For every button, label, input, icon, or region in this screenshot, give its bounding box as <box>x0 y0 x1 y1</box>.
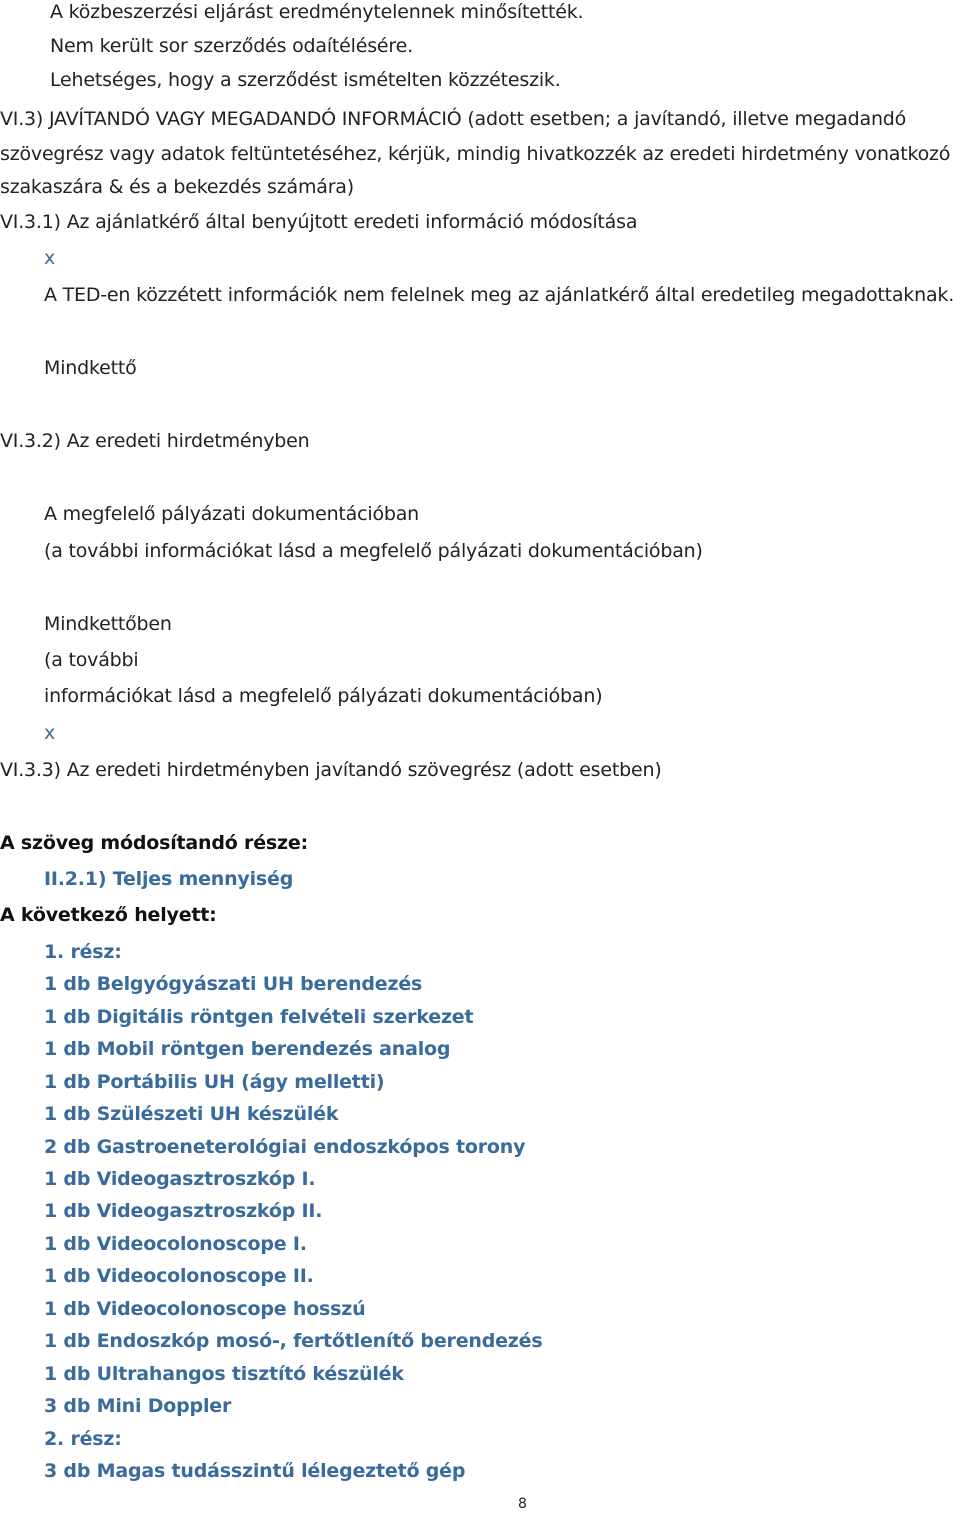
list-item: 2. rész: <box>44 1428 122 1450</box>
list-item: 3 db Mini Doppler <box>44 1395 232 1417</box>
vi32-option-both-note-1: (a további <box>44 649 139 671</box>
vi32-checkmark: x <box>44 722 56 744</box>
vi32-option-documentation-note: (a további információkat lásd a megfelelő pályázati dokumentációban) <box>44 540 703 562</box>
instead-label: A következő helyett: <box>0 904 217 926</box>
vi31-option-both: Mindkettő <box>44 357 137 379</box>
section-vi3-line3: szakaszára & és a bekezdés számára) <box>0 176 354 198</box>
modify-label: A szöveg módosítandó része: <box>0 832 308 854</box>
section-vi32-heading: VI.3.2) Az eredeti hirdetményben <box>0 430 310 452</box>
list-item: 2 db Gastroeneterológiai endoszkópos torony <box>44 1136 526 1158</box>
section-vi3-line2: szövegrész vagy adatok feltüntetéséhez, kérjük, mindig hivatkozzék az eredeti hirdetmény vonatkozó <box>0 143 951 165</box>
list-item: 1 db Ultrahangos tisztító készülék <box>44 1363 404 1385</box>
list-item: 1 db Digitális röntgen felvételi szerkezet <box>44 1006 474 1028</box>
note-no-award: Nem került sor szerződés odaítélésére. <box>50 35 413 57</box>
section-vi31-heading: VI.3.1) Az ajánlatkérő által benyújtott eredeti információ módosítása <box>0 211 638 233</box>
list-item: 1. rész: <box>44 941 122 963</box>
list-item: 1 db Szülészeti UH készülék <box>44 1103 339 1125</box>
list-item: 1 db Portábilis UH (ágy melletti) <box>44 1071 385 1093</box>
page-number: 8 <box>518 1496 527 1512</box>
section-vi3-line1: VI.3) JAVÍTANDÓ VAGY MEGADANDÓ INFORMÁCIÓ (adott esetben; a javítandó, illetve megadandó <box>0 108 907 130</box>
modify-value: II.2.1) Teljes mennyiség <box>44 868 294 890</box>
vi32-option-both-note-2: információkat lásd a megfelelő pályázati dokumentációban) <box>44 685 603 707</box>
vi31-checkmark: x <box>44 247 56 269</box>
note-republish: Lehetséges, hogy a szerződést ismételten közzéteszik. <box>50 69 561 91</box>
vi31-option-ted: A TED-en közzétett információk nem felelnek meg az ajánlatkérő által eredetileg megadottaknak. <box>44 284 955 306</box>
list-item: 1 db Mobil röntgen berendezés analog <box>44 1038 451 1060</box>
list-item: 1 db Videocolonoscope II. <box>44 1265 314 1287</box>
note-unsuccessful: A közbeszerzési eljárást eredménytelennek minősítették. <box>50 1 584 23</box>
list-item: 1 db Belgyógyászati UH berendezés <box>44 973 423 995</box>
vi32-option-documentation: A megfelelő pályázati dokumentációban <box>44 503 420 525</box>
list-item: 3 db Magas tudásszintű lélegeztető gép <box>44 1460 466 1482</box>
list-item: 1 db Videocolonoscope I. <box>44 1233 307 1255</box>
list-item: 1 db Videogasztroszkóp I. <box>44 1168 316 1190</box>
vi32-option-both: Mindkettőben <box>44 613 172 635</box>
list-item: 1 db Videocolonoscope hosszú <box>44 1298 366 1320</box>
list-item: 1 db Endoszkóp mosó-, fertőtlenítő berendezés <box>44 1330 543 1352</box>
list-item: 1 db Videogasztroszkóp II. <box>44 1200 323 1222</box>
section-vi33-heading: VI.3.3) Az eredeti hirdetményben javítandó szövegrész (adott esetben) <box>0 759 662 781</box>
